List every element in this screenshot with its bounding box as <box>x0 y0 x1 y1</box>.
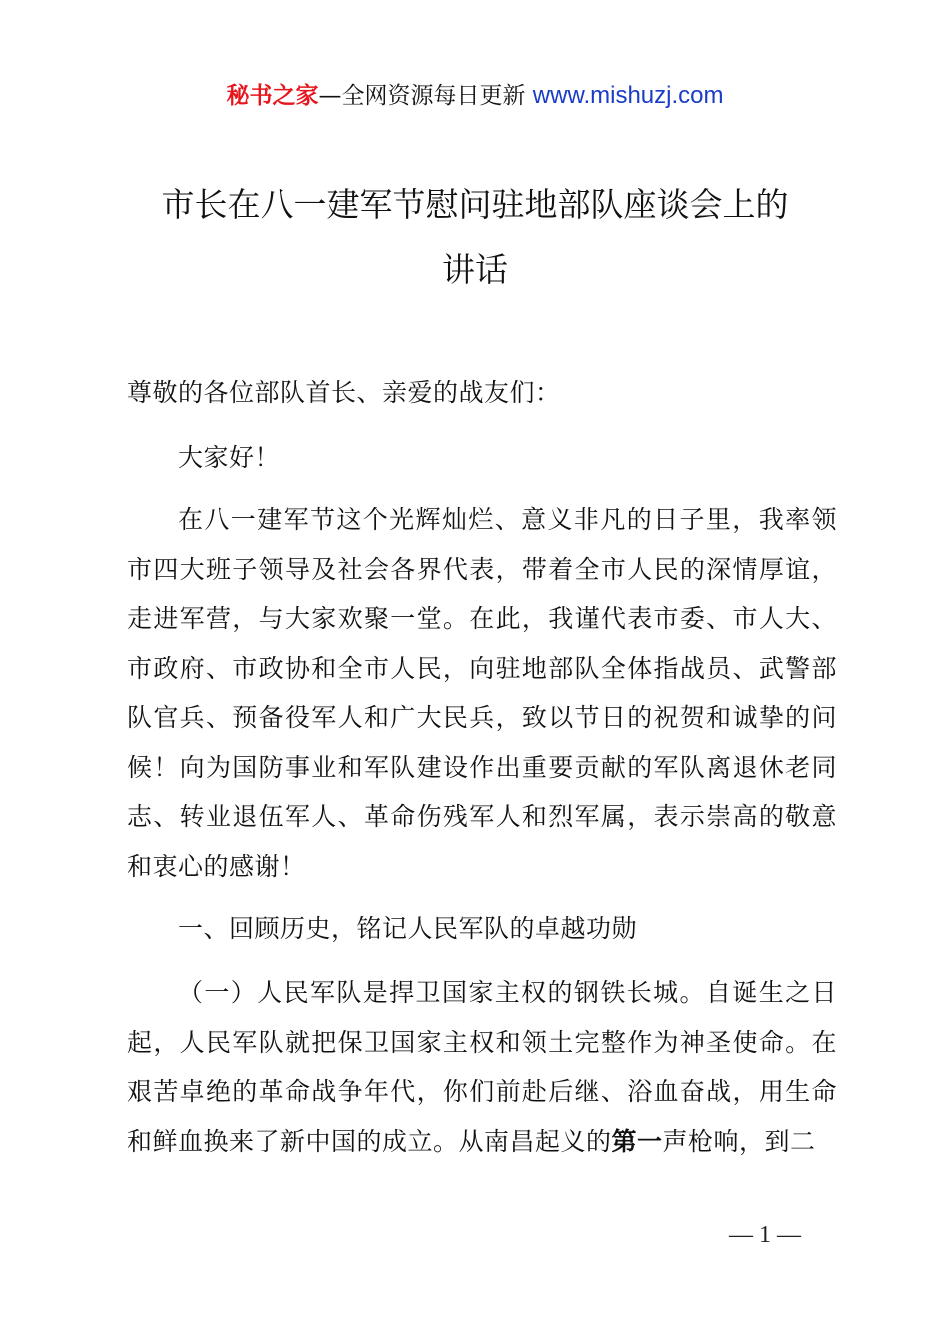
website-link[interactable]: www.mishuzj.com <box>532 82 724 109</box>
document-title-line-2: 讲话 <box>442 250 508 289</box>
paragraph-opening: 在八一建军节这个光辉灿烂、意义非凡的日子里，我率领市四大班子领导及社会各界代表，带着全市人民的深情厚谊，走进军营，与大家欢聚一堂。在此，我谨代表市委、市人大、市政府、市政协和全市人民，向驻地部队全体指战员、武警部队官兵、预备役军人和广大民兵，致以节日的祝贺和诚挚的问候！向为国防事业和军队建设作出重要贡献的军队离退休老同志、转业退伍军人、革命伤残军人和烈军属，表示崇高的敬意和衷心的感谢！ <box>127 505 837 881</box>
bold-text: 第一 <box>611 1126 663 1156</box>
page-number: — 1 — <box>729 1222 801 1248</box>
salutation: 尊敬的各位部队首长、亲爱的战友们： <box>127 378 561 407</box>
section-heading-1: 一、回顾历史，铭记人民军队的卓越功勋 <box>178 914 638 943</box>
greeting: 大家好！ <box>178 443 281 472</box>
paragraph-text: （一）人民军队是捍卫国家主权的钢铁长城。自诞生之日起，人民军队就把保卫国家主权和领土完整作为神圣使命。在艰苦卓绝的革命战争年代，你们前赴后继、浴血奋战，用生命和鲜血换来了新中国的成立。从南昌起义的 <box>127 978 837 1156</box>
document-title-line-1: 市长在八一建军节慰问驻地部队座谈会上的 <box>161 185 789 224</box>
site-header-banner <box>0 80 950 112</box>
paragraph-text-continued: 声枪响，到二 <box>662 1126 816 1156</box>
header-tagline: —全网资源每日更新 <box>318 83 526 109</box>
brand-name: 秘书之家 <box>226 83 319 109</box>
paragraph-section-1-1 <box>127 968 837 1166</box>
